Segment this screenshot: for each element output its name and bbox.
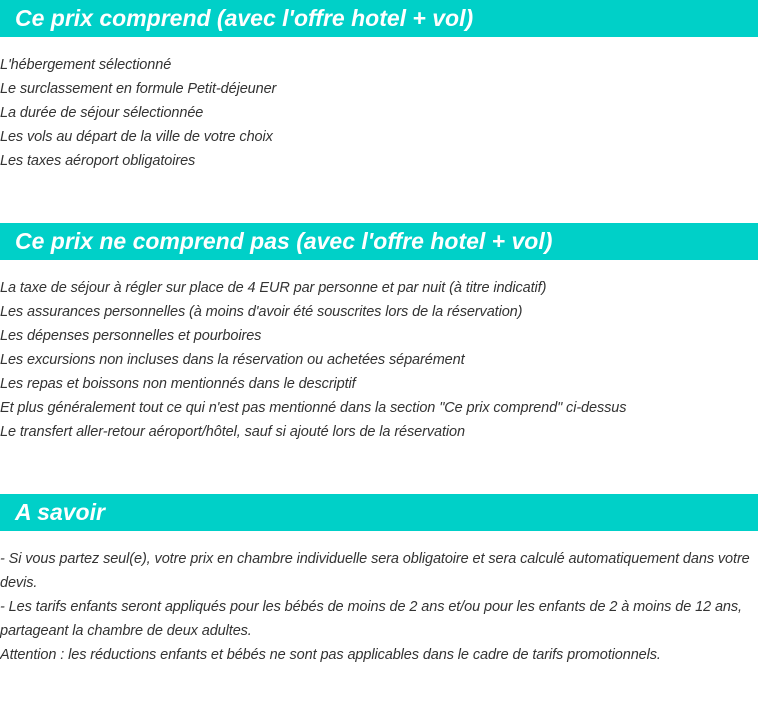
a-savoir-text — [0, 547, 756, 667]
section-not-included — [0, 223, 758, 444]
not-included-list — [0, 276, 758, 444]
section-included-title: Ce prix comprend (avec l'offre hotel + vol) — [0, 0, 758, 37]
included-list — [0, 53, 758, 173]
list-item: Les vols au départ de la ville de votre choix — [0, 129, 273, 145]
list-item: Les repas et boissons non mentionnés dans le descriptif — [0, 376, 356, 392]
list-item: L'hébergement sélectionné — [0, 57, 172, 73]
list-item: Le transfert aller-retour aéroport/hôtel, sauf si ajouté lors de la réservation — [0, 424, 465, 440]
list-item: Les assurances personnelles (à moins d'avoir été souscrites lors de la réservation) — [0, 304, 523, 320]
section-a-savoir-title: A savoir — [0, 494, 758, 531]
list-item: La taxe de séjour à régler sur place de 4 EUR par personne et par nuit (à titre indicatif) — [0, 280, 547, 296]
paragraph: Attention : les réductions enfants et bébés ne sont pas applicables dans le cadre de tarifs promotionnels. — [0, 647, 661, 663]
list-item: Les taxes aéroport obligatoires — [0, 153, 196, 169]
section-not-included-title: Ce prix ne comprend pas (avec l'offre hotel + vol) — [0, 223, 758, 260]
paragraph: - Si vous partez seul(e), votre prix en chambre individuelle sera obligatoire et sera calculé automatiquement dans votre devis. — [0, 551, 750, 591]
list-item: Et plus généralement tout ce qui n'est pas mentionné dans la section "Ce prix comprend" ci-dessus — [0, 400, 627, 416]
list-item: Les dépenses personnelles et pourboires — [0, 328, 262, 344]
list-item: Le surclassement en formule Petit-déjeuner — [0, 81, 277, 97]
list-item: La durée de séjour sélectionnée — [0, 105, 204, 121]
section-a-savoir — [0, 494, 758, 667]
section-included — [0, 0, 758, 173]
paragraph: - Les tarifs enfants seront appliqués pour les bébés de moins de 2 ans et/ou pour les enfants de 2 à moins de 12 ans, partageant la chambre de deux adultes. — [0, 599, 742, 639]
list-item: Les excursions non incluses dans la réservation ou achetées séparément — [0, 352, 465, 368]
